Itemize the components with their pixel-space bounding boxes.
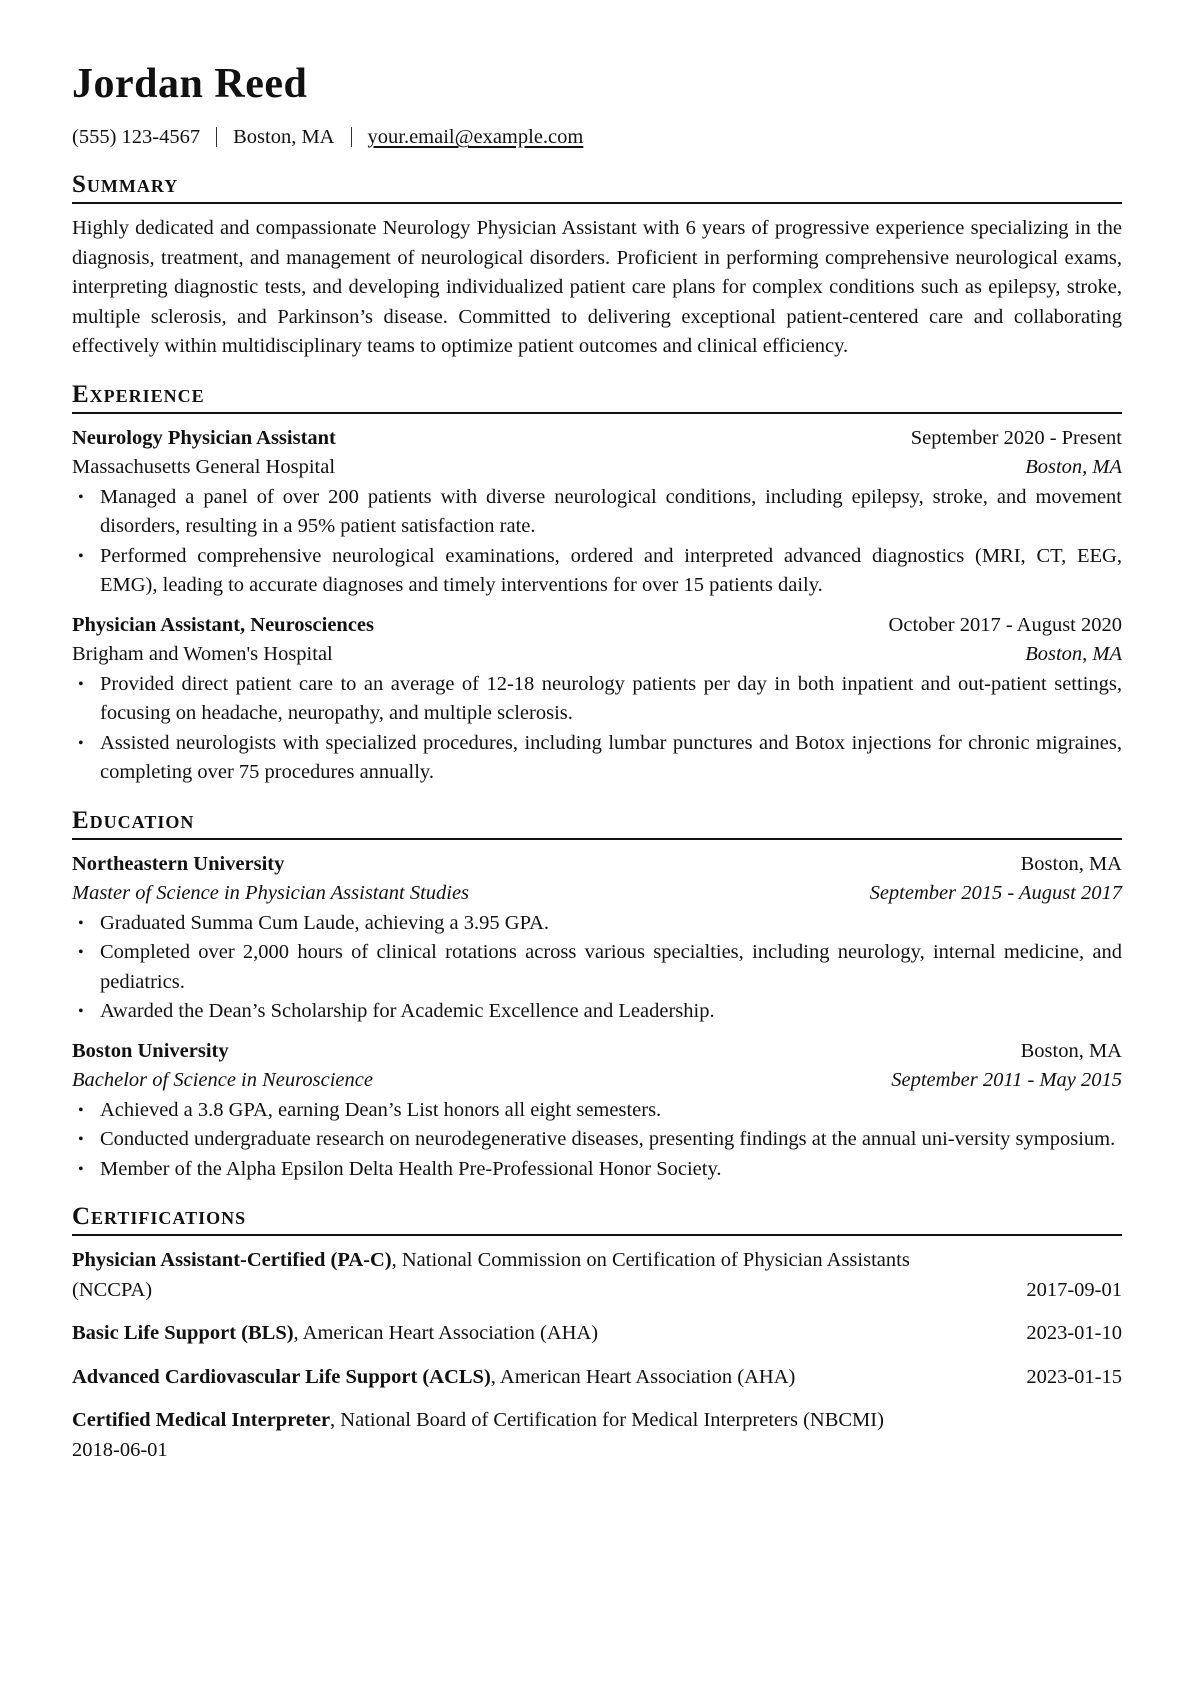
job-location: Boston, MA bbox=[1025, 456, 1122, 478]
job-dates: September 2020 - Present bbox=[910, 426, 1122, 449]
experience-entry bbox=[72, 611, 1122, 788]
certifications-section bbox=[72, 1202, 1122, 1465]
divider bbox=[216, 127, 217, 147]
job-bullets bbox=[72, 670, 1122, 788]
education-entry bbox=[72, 1037, 1122, 1185]
certification-name: Physician Assistant-Certified (PA-C) bbox=[72, 1249, 392, 1271]
bullet-item: • Assisted neurologists with specialized procedures, including lumbar punctures and Botox injections for chronic migraines, completing over 75 procedures annually. bbox=[72, 729, 1122, 788]
degree: Master of Science in Physician Assistant Studies bbox=[72, 882, 470, 904]
summary-section bbox=[72, 170, 1122, 362]
degree: Bachelor of Science in Neuroscience bbox=[72, 1069, 373, 1091]
certification-date: 2023-01-10 bbox=[1026, 1322, 1122, 1344]
job-title: Physician Assistant, Neurosciences bbox=[72, 613, 375, 636]
location: Boston, MA bbox=[233, 126, 335, 148]
experience-section bbox=[72, 380, 1122, 788]
certification-issuer-continued: (NCCPA) bbox=[72, 1278, 153, 1301]
section-title-education: Education bbox=[72, 806, 1122, 840]
school-name: Boston University bbox=[72, 1039, 229, 1062]
certification-name: Advanced Cardiovascular Life Support (ACLS) bbox=[72, 1365, 491, 1388]
certification-issuer: , National Board of Certification for Medical Interpreters (NBCMI) bbox=[330, 1409, 884, 1431]
experience-entry bbox=[72, 424, 1122, 601]
certification-item bbox=[72, 1363, 1122, 1393]
bullet-item: • Achieved a 3.8 GPA, earning Dean’s List honors all eight semesters. bbox=[72, 1096, 1122, 1126]
bullet-item: • Performed comprehensive neurological examinations, ordered and interpreted advanced diagnostics (MRI, CT, EEG, EMG), leading to accurate diagnoses and timely interventions for over 15 patients daily. bbox=[72, 542, 1122, 601]
email-link[interactable]: your.email@example.com bbox=[367, 126, 584, 148]
job-dates: October 2017 - August 2020 bbox=[888, 613, 1122, 636]
contact-line bbox=[72, 124, 1122, 150]
certification-issuer: , National Commission on Certification of Physician Assistants bbox=[391, 1249, 910, 1271]
education-bullets bbox=[72, 1096, 1122, 1185]
certification-issuer: , American Heart Association (AHA) bbox=[293, 1322, 599, 1344]
education-dates: September 2011 - May 2015 bbox=[891, 1069, 1122, 1091]
certification-date: 2017-09-01 bbox=[1026, 1278, 1122, 1301]
bullet-item: • Provided direct patient care to an average of 12-18 neurology patients per day in both inpatient and out-patient settings, focusing on headache, neuropathy, and multiple sclerosis. bbox=[72, 670, 1122, 729]
education-dates: September 2015 - August 2017 bbox=[869, 882, 1122, 904]
education-entry bbox=[72, 850, 1122, 1027]
bullet-item: • Member of the Alpha Epsilon Delta Health Pre-Professional Honor Society. bbox=[72, 1155, 1122, 1185]
certification-item bbox=[72, 1406, 1122, 1465]
bullet-item: • Completed over 2,000 hours of clinical rotations across various specialties, including neurology, internal medicine, and pediatrics. bbox=[72, 938, 1122, 997]
certification-issuer: , American Heart Association (AHA) bbox=[490, 1365, 796, 1388]
phone-number: (555) 123-4567 bbox=[72, 126, 201, 148]
school-name: Northeastern University bbox=[72, 852, 285, 875]
certification-date: 2018-06-01 bbox=[72, 1438, 168, 1461]
bullet-item: • Conducted undergraduate research on neurodegenerative diseases, presenting findings at the annual uni-versity symposium. bbox=[72, 1125, 1122, 1155]
section-title-summary: Summary bbox=[72, 170, 1122, 204]
certification-date: 2023-01-15 bbox=[1026, 1365, 1122, 1388]
employer: Brigham and Women's Hospital bbox=[72, 643, 333, 665]
resume-page bbox=[72, 58, 1122, 1465]
education-bullets bbox=[72, 909, 1122, 1027]
divider bbox=[351, 127, 352, 147]
certification-name: Certified Medical Interpreter bbox=[72, 1409, 331, 1431]
certification-name: Basic Life Support (BLS) bbox=[72, 1322, 294, 1344]
section-title-certifications: Certifications bbox=[72, 1202, 1122, 1236]
certification-item bbox=[72, 1319, 1122, 1349]
school-location: Boston, MA bbox=[1020, 1039, 1122, 1062]
job-location: Boston, MA bbox=[1025, 643, 1122, 665]
summary-text: Highly dedicated and compassionate Neurology Physician Assistant with 6 years of progressive experience specializing in the diagnosis, treatment, and management of neurological disorders. Proficient in performing comprehensive neurological exams, interpreting diagnostic tests, and developing individualized patient care plans for complex conditions such as epilepsy, stroke, multiple sclerosis, and Parkinson’s disease. Committed to delivering exceptional patient-centered care and collaborating effectively within multidisciplinary teams to optimize patient outcomes and clinical efficiency. bbox=[72, 217, 1122, 357]
bullet-item: • Managed a panel of over 200 patients with diverse neurological conditions, including epilepsy, stroke, and movement disorders, resulting in a 95% patient satisfaction rate. bbox=[72, 483, 1122, 542]
school-location: Boston, MA bbox=[1020, 852, 1122, 875]
certification-item bbox=[72, 1246, 1122, 1305]
employer: Massachusetts General Hospital bbox=[72, 456, 336, 478]
job-bullets bbox=[72, 483, 1122, 601]
candidate-name: Jordan Reed bbox=[72, 61, 308, 107]
section-title-experience: Experience bbox=[72, 380, 1122, 414]
job-title: Neurology Physician Assistant bbox=[72, 426, 336, 449]
resume-header bbox=[72, 58, 1122, 150]
bullet-item: • Awarded the Dean’s Scholarship for Academic Excellence and Leadership. bbox=[72, 997, 1122, 1027]
bullet-item: • Graduated Summa Cum Laude, achieving a 3.95 GPA. bbox=[72, 909, 1122, 939]
education-section bbox=[72, 806, 1122, 1185]
